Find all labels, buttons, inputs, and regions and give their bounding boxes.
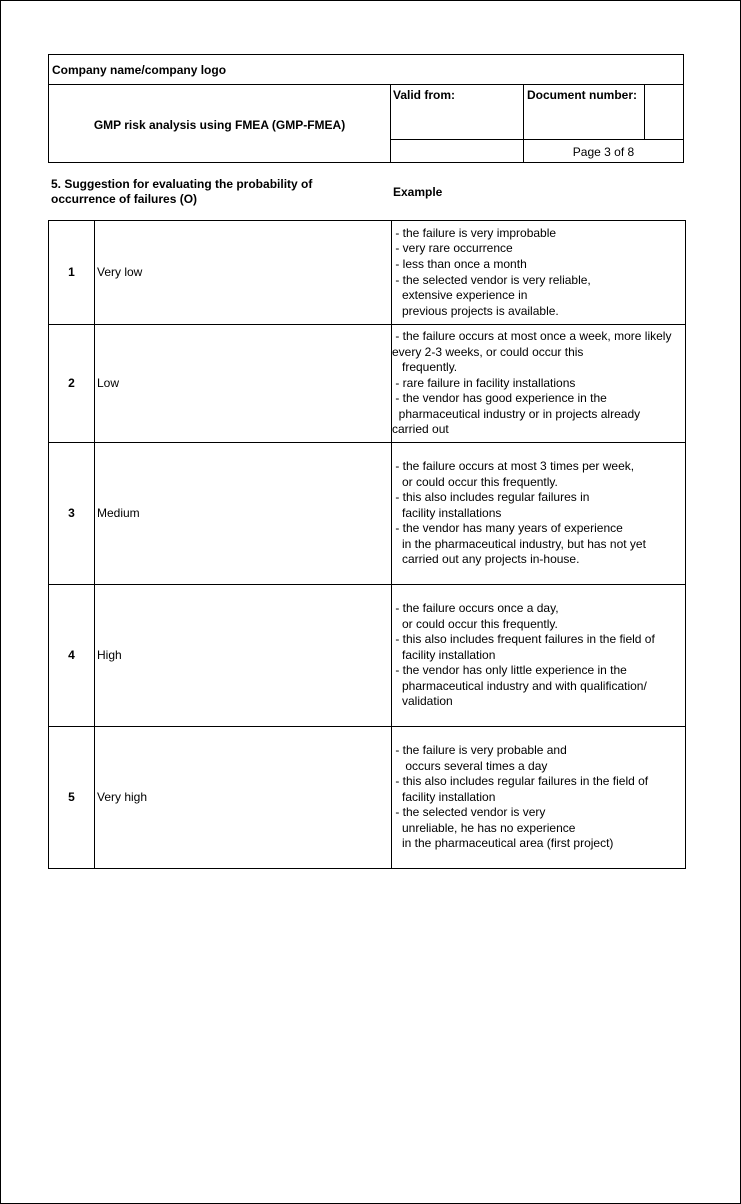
document-title: GMP risk analysis using FMEA (GMP-FMEA) [49, 85, 391, 162]
example-line: - the selected vendor is very reliable, [392, 272, 591, 287]
document-header [48, 54, 684, 163]
valid-from-value-cell [391, 140, 524, 162]
rating-level: Very low [95, 221, 392, 325]
rating-level: Low [95, 325, 392, 443]
example-line: facility installation [392, 789, 496, 804]
example-line: or could occur this frequently. [392, 616, 558, 631]
rating-example [392, 325, 686, 443]
example-line: - the failure is very probable and [392, 742, 567, 757]
example-line: - very rare occurrence [392, 241, 513, 256]
rating-number: 5 [49, 727, 95, 869]
example-line: - less than once a month [392, 256, 527, 271]
example-line: - the vendor has many years of experience [392, 521, 623, 536]
section-title: 5. Suggestion for evaluating the probability of occurrence of failures (O) [51, 177, 313, 206]
table-row [49, 727, 686, 869]
example-line: occurs several times a day [392, 758, 548, 773]
rating-example [392, 443, 686, 585]
document-number-label: Document number: [524, 85, 645, 140]
table-row [49, 443, 686, 585]
rating-example [392, 221, 686, 325]
rating-number: 1 [49, 221, 95, 325]
example-line: unreliable, he has no experience [392, 820, 576, 835]
example-line: every 2-3 weeks, or could occur this [392, 344, 584, 359]
rating-number: 4 [49, 585, 95, 727]
example-line: in the pharmaceutical industry, but has not yet [392, 536, 646, 551]
example-line: - the vendor has good experience in the [392, 391, 607, 406]
example-line: pharmaceutical industry or in projects already [392, 406, 641, 421]
example-line: - the vendor has only little experience in the [392, 663, 627, 678]
example-line: carried out [392, 422, 449, 437]
rating-example [392, 585, 686, 727]
example-line: frequently. [392, 360, 458, 375]
example-line: facility installation [392, 647, 496, 662]
rating-number: 2 [49, 325, 95, 443]
example-line: extensive experience in [392, 288, 528, 303]
example-line: carried out any projects in-house. [392, 552, 580, 567]
example-line: - this also includes frequent failures in the field of [392, 632, 655, 647]
example-line: or could occur this frequently. [392, 474, 558, 489]
example-line: - the failure occurs once a day, [392, 600, 559, 615]
example-line: in the pharmaceutical area (first project) [392, 836, 614, 851]
valid-from-label: Valid from: [391, 85, 524, 140]
example-line: - the selected vendor is very [392, 805, 546, 820]
example-line: pharmaceutical industry and with qualification/ [392, 678, 647, 693]
example-line: - the failure occurs at most once a week, more likely [392, 328, 672, 343]
example-line: - the failure occurs at most 3 times per week, [392, 458, 635, 473]
page-number: Page 3 of 8 [572, 145, 635, 159]
table-row [49, 325, 686, 443]
example-column-label: Example [393, 185, 443, 199]
rating-example [392, 727, 686, 869]
example-line: previous projects is available. [392, 303, 559, 318]
example-line: - rare failure in facility installations [392, 375, 576, 390]
table-row [49, 585, 686, 727]
table-row [49, 221, 686, 325]
company-name: Company name/company logo [49, 55, 683, 85]
example-line: - the failure is very improbable [392, 225, 557, 240]
example-line: facility installations [392, 505, 502, 520]
rating-level: High [95, 585, 392, 727]
example-line: - this also includes regular failures in the field of [392, 774, 649, 789]
rating-level: Medium [95, 443, 392, 585]
example-line: validation [392, 694, 453, 709]
occurrence-rating-table [48, 220, 686, 869]
rating-level: Very high [95, 727, 392, 869]
document-number-value-cell [645, 85, 683, 140]
example-line: - this also includes regular failures in [392, 490, 590, 505]
rating-number: 3 [49, 443, 95, 585]
